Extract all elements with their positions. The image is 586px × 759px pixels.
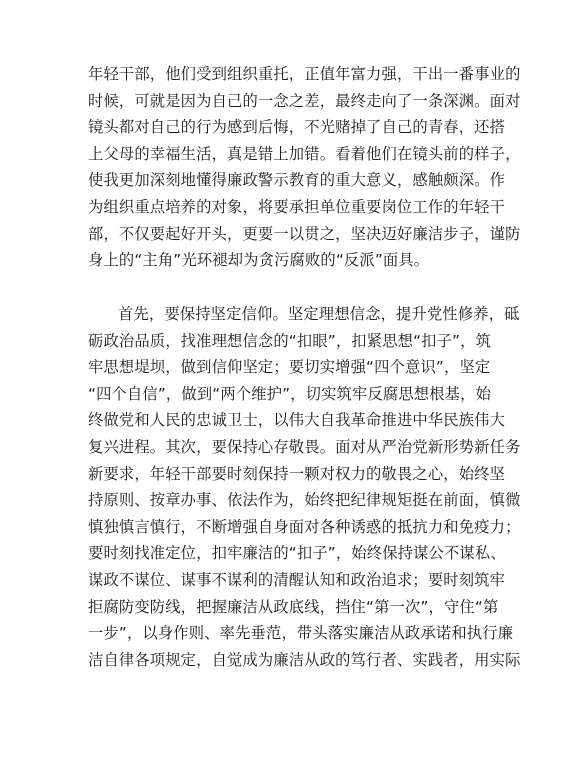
paragraph-2-line: 终做党和人民的忠诚卫士，以伟大自我革命推进中华民族伟大 (88, 411, 506, 430)
paragraph-2-line: 砺政治品质，找准理想信念的“扣眼”，扣紧思想“扣子”，筑 (88, 331, 492, 350)
paragraph-2-line: 拒腐防变防线，把握廉洁从政底线，挡住“第一次”，守住“第 (88, 597, 499, 616)
paragraph-2-line: 新要求，年轻干部要时刻保持一颗对权力的敬畏之心，始终坚 (88, 464, 506, 483)
paragraph-1-line: 上父母的幸福生活，真是错上加错。看着他们在镜头前的样子， (88, 144, 521, 163)
paragraph-1-line: 使我更加深刻地懂得廉政警示教育的重大意义，感触颇深。作 (88, 171, 506, 190)
paragraph-2-line: 复兴进程。其次，要保持心存敬畏。面对从严治党新形势新任务 (88, 437, 521, 456)
paragraph-2-line: “四个自信”，做到“两个维护”，切实筑牢反腐思想根基，始 (88, 384, 492, 403)
paragraph-2-line: 要时刻找准定位，扣牢廉洁的“扣子”，始终保持谋公不谋私、 (88, 544, 506, 563)
paragraph-1-line: 镜头都对自己的行为感到后悔，不光赌掉了自己的青春，还搭 (88, 118, 506, 137)
paragraph-2-line: 一步”，以身作则、率先垂范，带头落实廉洁从政承诺和执行廉 (88, 624, 514, 643)
paragraph-2 (88, 301, 521, 673)
paragraph-1-line: 身上的“主角”光环褪却为贪污腐败的“反派”面具。 (88, 251, 430, 270)
paragraph-2-line: 慎独慎言慎行，不断增强自身面对各种诱惑的抵抗力和免疫力； (88, 517, 521, 536)
paragraph-1-line: 为组织重点培养的对象，将要承担单位重要岗位工作的年轻干 (88, 197, 506, 216)
paragraph-1 (88, 61, 521, 274)
paragraph-1-line: 部，不仅要起好开头，更要一以贯之，坚决迈好廉洁步子，谨防 (88, 224, 521, 243)
paragraph-2-line: 洁自律各项规定，自觉成为廉洁从政的笃行者、实践者，用实际 (88, 650, 521, 669)
paragraph-2-line: 牢思想堤坝，做到信仰坚定；要切实增强“四个意识”，坚定 (88, 358, 491, 377)
paragraph-2-line: 谋政不谋位、谋事不谋利的清醒认知和政治追求；要时刻筑牢 (88, 570, 506, 589)
paragraph-2-line: 持原则、按章办事、依法作为，始终把纪律规矩挺在前面，慎微 (88, 491, 521, 510)
paragraph-1-line: 时候，可就是因为自己的一念之差，最终走向了一条深渊。面对 (88, 91, 521, 110)
paragraph-2-line: 首先，要保持坚定信仰。坚定理想信念，提升党性修养，砥 (118, 305, 520, 323)
paragraph-1-line: 年轻干部，他们受到组织重托，正值年富力强，干出一番事业的 (88, 65, 521, 83)
